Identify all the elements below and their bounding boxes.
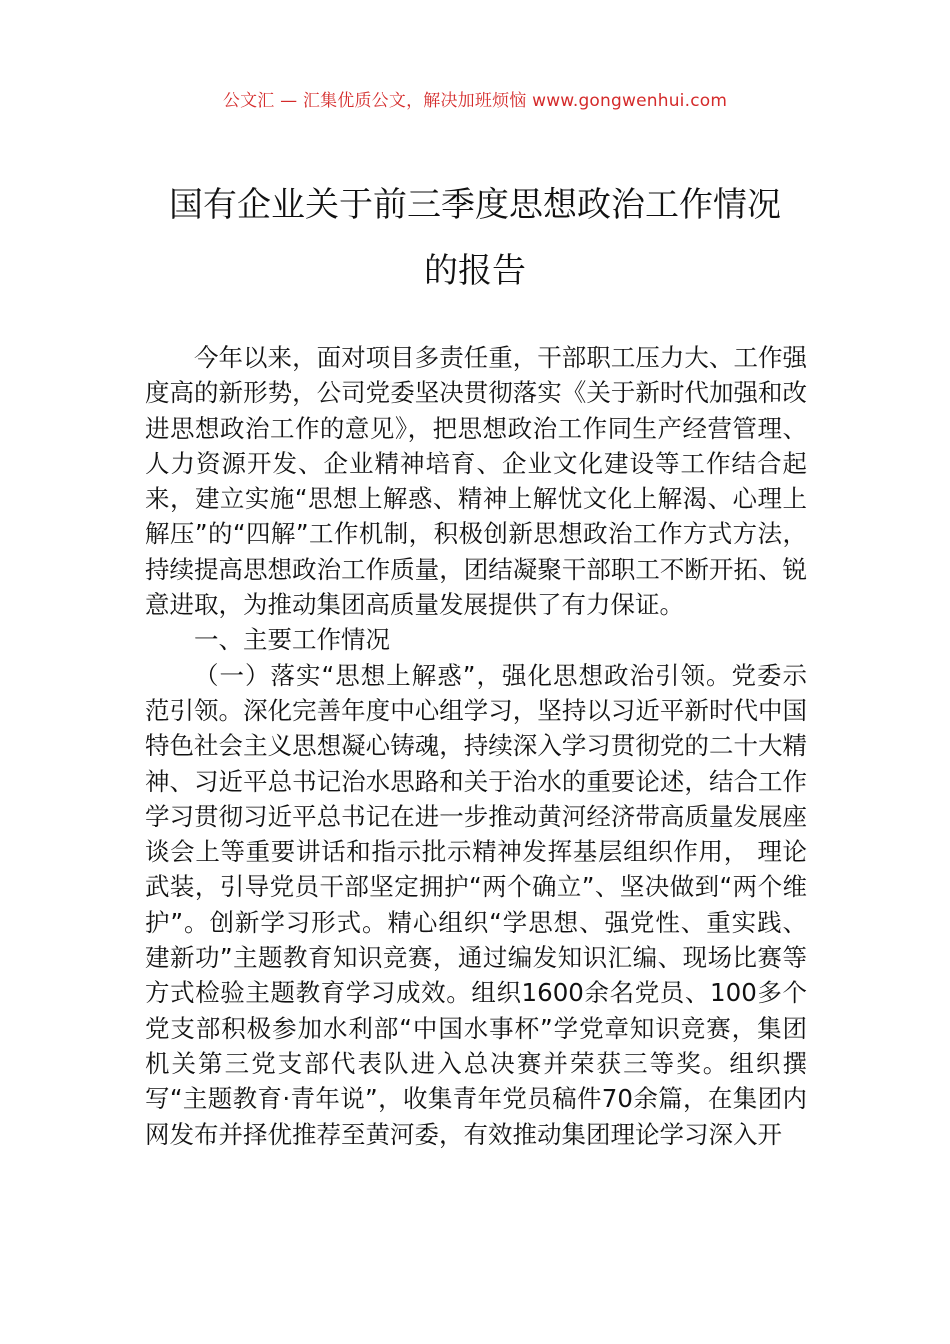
- document-title-line-1: 国有企业关于前三季度思想政治工作情况: [169, 185, 781, 225]
- document-body: [145, 340, 807, 1152]
- section-heading: 一、主要工作情况: [194, 625, 390, 655]
- header-banner: 公文汇 — 汇集优质公文，解决加班烦恼 www.gongwenhui.com: [222, 91, 728, 111]
- intro-paragraph: 今年以来，面对项目多责任重，干部职工压力大、工作强度高的新形势，公司党委坚决贯彻落实《关于新时代加强和改进思想政治工作的意见》，把思想政治工作同生产经营管理、人力资源开发、企业精神培育、企业文化建设等工作结合起来，建立实施“思想上解惑、精神上解忧文化上解渴、心理上解压”的“四解”工作机制，积极创新思想政治工作方式方法，持续提高思想政治工作质量，团结凝聚干部职工不断开拓、锐意进取，为推动集团高质量发展提供了有力保证。: [145, 343, 807, 620]
- document-title-line-2: 的报告: [424, 251, 526, 291]
- subsection-paragraph: （一）落实“思想上解惑”，强化思想政治引领。党委示范引领。深化完善年度中心组学习，坚持以习近平新时代中国特色社会主义思想凝心铸魂，持续深入学习贯彻党的二十大精神、习近平总书记治水思路和关于治水的重要论述，结合工作学习贯彻习近平总书记在进一步推动黄河经济带高质量发展座谈会上等重要讲话和指示批示精神发挥基层组织作用， 理论武装，引导党员干部坚定拥护“两个确立”、坚决做到“两个维护”。创新学习形式。精心组织“学思想、强党性、重实践、建新功”主题教育知识竞赛，通过编发知识汇编、现场比赛等方式检验主题教育学习成效。组织1600余名党员、100多个党支部积极参加水利部“中国水事杯”学党章知识竞赛，集团机关第三党支部代表队进入总决赛并荣获三等奖。组织撰写“主题教育·青年说”，收集青年党员稿件70余篇，在集团内网发布并择优推荐至黄河委，有效推动集团理论学习深入开: [145, 660, 807, 1149]
- document-title: [120, 172, 830, 304]
